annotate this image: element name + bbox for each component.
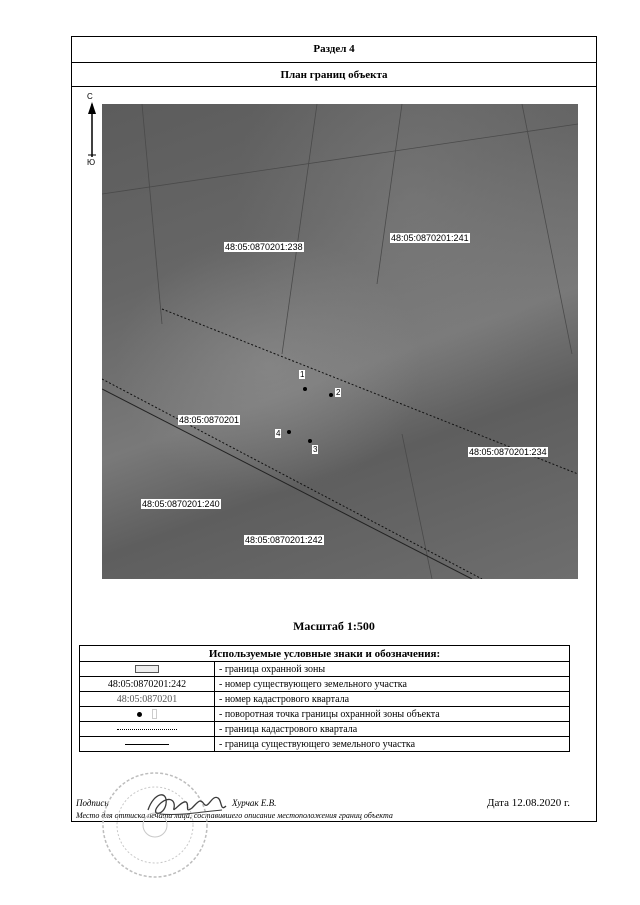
- signer-name: Хурчак Е.В.: [232, 798, 277, 808]
- signature-label: Подпись: [76, 798, 109, 808]
- turning-point-icon: [137, 712, 142, 717]
- legend-row: [80, 677, 570, 692]
- legend-desc: - номер существующего земельного участка: [215, 677, 570, 692]
- legend-desc: - поворотная точка границы охранной зоны объекта: [215, 707, 570, 722]
- parcel-label: 48:05:0870201:238: [225, 242, 303, 252]
- turning-point-icon: [329, 393, 333, 397]
- point-label: 1: [300, 370, 305, 379]
- legend-symbol: 48:05:0870201: [80, 692, 215, 707]
- kvartal-boundary-icon: [117, 729, 177, 730]
- legend-row: [80, 662, 570, 677]
- parcel-label: 48:05:0870201:234: [469, 447, 547, 457]
- parcel-boundary-icon: [125, 744, 169, 745]
- legend-row: [80, 692, 570, 707]
- cadastral-map: [102, 104, 578, 579]
- parcel-label: 48:05:0870201:241: [391, 233, 469, 243]
- legend-symbol: 48:05:0870201:242: [80, 677, 215, 692]
- zone-boundary-icon: [135, 665, 159, 673]
- turning-point-icon: [303, 387, 307, 391]
- legend-header: Используемые условные знаки и обозначения:: [80, 646, 570, 662]
- point-label: 4: [276, 429, 281, 438]
- legend-row: [80, 722, 570, 737]
- kvartal-label: 48:05:0870201: [179, 415, 240, 425]
- legend-table: [79, 645, 570, 752]
- legend-desc: - граница существующего земельного участка: [215, 737, 570, 752]
- legend-row: [80, 707, 570, 722]
- document-date: Дата 12.08.2020 г.: [487, 797, 570, 809]
- point-label: 3: [313, 445, 318, 454]
- parcel-label: 48:05:0870201:242: [245, 535, 323, 545]
- section-title: Раздел 4: [72, 37, 596, 63]
- compass-south-label: Ю: [87, 158, 96, 167]
- legend-desc: - номер кадастрового квартала: [215, 692, 570, 707]
- map-scale: Масштаб 1:500: [293, 619, 375, 633]
- compass-north-label: С: [87, 92, 93, 101]
- legend-row: [80, 737, 570, 752]
- parcel-label: 48:05:0870201:240: [142, 499, 220, 509]
- legend-desc: - граница кадастрового квартала: [215, 722, 570, 737]
- handwritten-signature-icon: [140, 786, 230, 822]
- point-number-icon: [152, 709, 157, 719]
- point-label: 2: [336, 388, 341, 397]
- plan-title: План границ объекта: [72, 63, 596, 87]
- legend-desc: - граница охранной зоны: [215, 662, 570, 677]
- turning-point-icon: [308, 439, 312, 443]
- stamp-place-note: Место для оттиска печати лица, составившего описание местоположения границ объекта: [76, 811, 393, 820]
- document-frame: [71, 36, 597, 822]
- turning-point-icon: [287, 430, 291, 434]
